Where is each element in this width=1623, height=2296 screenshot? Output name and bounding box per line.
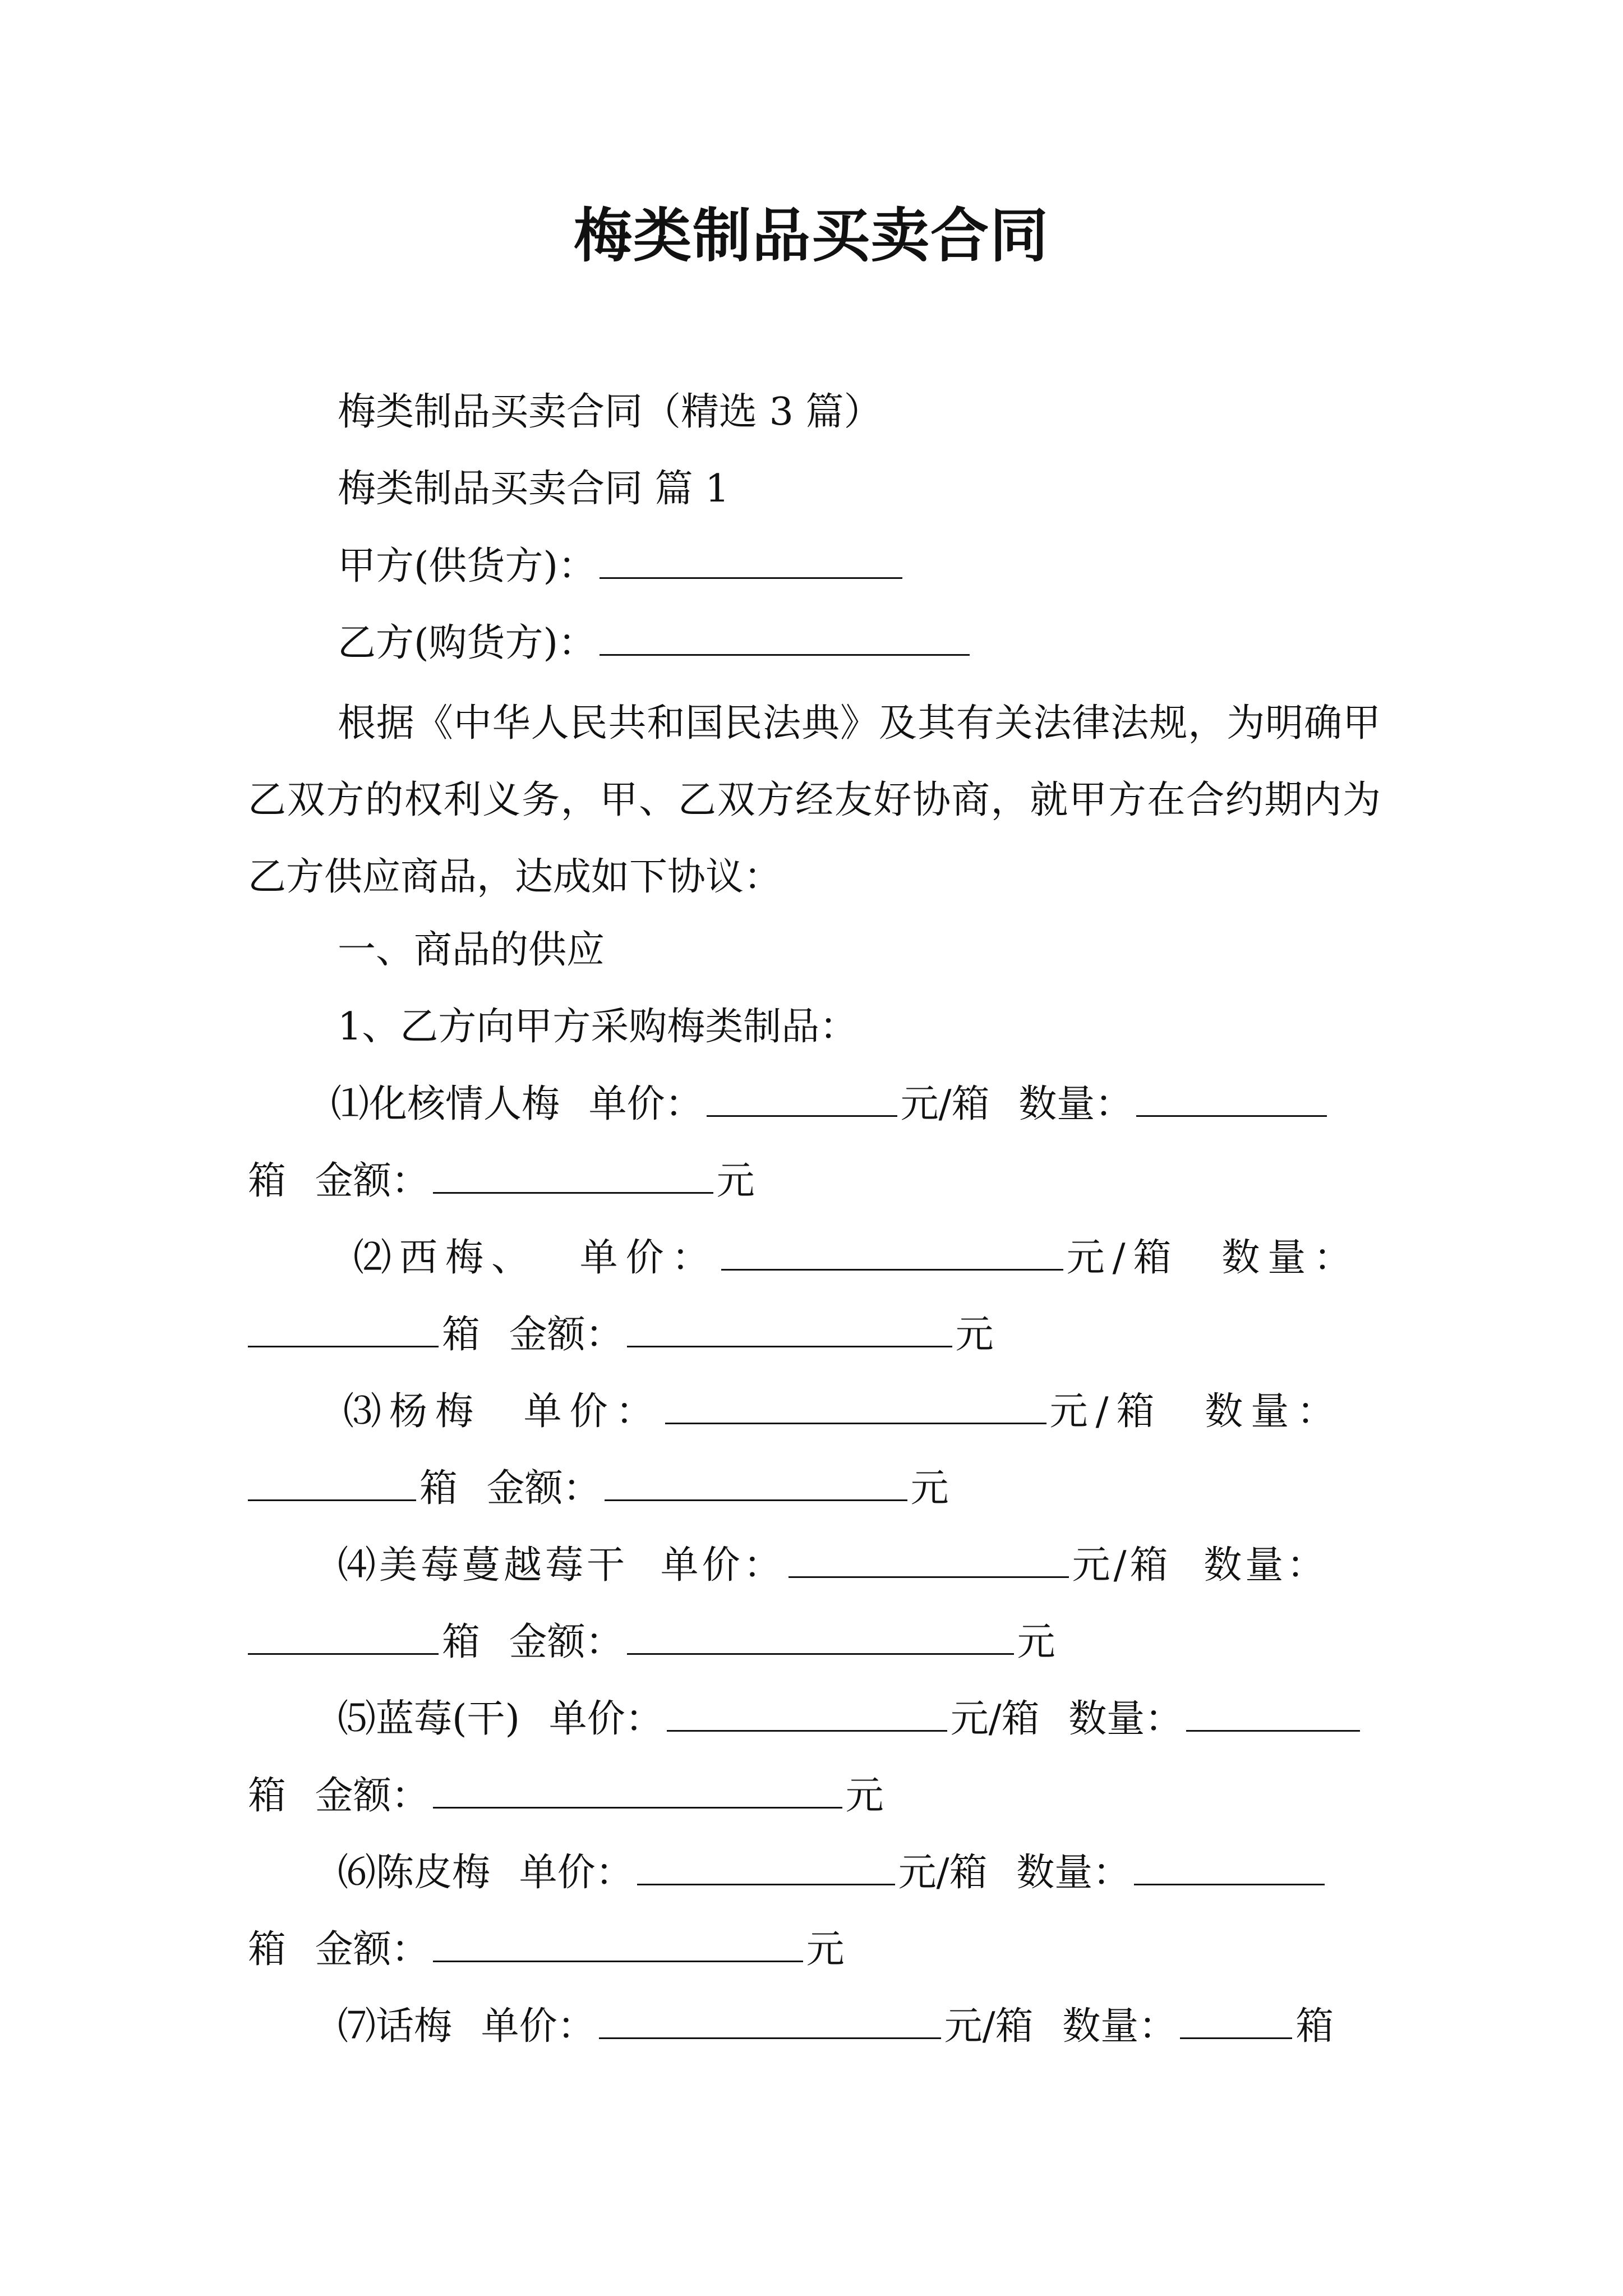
yuan-label: 元 (955, 1313, 994, 1357)
amount-blank (433, 1768, 842, 1809)
per-box-label: 元/箱 (944, 2004, 1034, 2049)
box-label: 箱 (248, 1159, 287, 1203)
yuan-label: 元 (1017, 1620, 1055, 1664)
yuan-label: 元 (910, 1466, 949, 1511)
product-name: 美莓蔓越莓干 (379, 1543, 629, 1588)
product-index: ⑺ (338, 2004, 376, 2049)
unit-price-label: 单价： (588, 1082, 703, 1126)
unit-price-blank (599, 1998, 941, 2039)
amount-blank (433, 1153, 713, 1194)
per-box-label: 元/箱 (1066, 1236, 1179, 1280)
box-label: 箱 (248, 1927, 287, 1972)
quantity-label: 数量： (1221, 1236, 1360, 1280)
product-line-2 (353, 1230, 1359, 1286)
quantity-label: 数量： (1018, 1082, 1133, 1126)
amount-blank (605, 1460, 907, 1501)
amount-label: 金额： (315, 1927, 430, 1972)
quantity-label: 数量： (1062, 2004, 1177, 2049)
unit-price-blank (789, 1537, 1069, 1578)
yuan-label: 元 (806, 1927, 845, 1972)
document-subtitle: 梅类制品买卖合同（精选 3 篇） (338, 390, 882, 434)
product-line-6 (338, 1844, 1328, 1901)
intro-paragraph-text: 根据《中华人民共和国民法典》及其有关法律法规，为明确甲乙双方的权利义务，甲、乙双方经友好协商，就甲方在合约期内为乙方供应商品，达成如下协议： (248, 701, 1381, 899)
box-label: 箱 (419, 1466, 458, 1511)
amount-blank (627, 1306, 952, 1347)
box-label: 箱 (1295, 2004, 1334, 2049)
amount-label: 金额： (509, 1620, 624, 1664)
clause-one-heading: 一、商品的供应 (338, 928, 605, 972)
clause-one-item: 1、乙方向甲方采购梅类制品： (338, 1005, 858, 1049)
per-box-label: 元/箱 (900, 1082, 990, 1126)
per-box-label: 元/箱 (1049, 1389, 1163, 1434)
product-name: 陈皮梅 (376, 1851, 491, 1895)
product-index: ⑶ (343, 1389, 390, 1434)
product-index: ⑸ (338, 1697, 376, 1741)
amount-label: 金额： (486, 1466, 601, 1511)
quantity-label: 数量： (1205, 1389, 1343, 1434)
product-line-7 (338, 1998, 1334, 2054)
intro-paragraph (248, 685, 1381, 915)
product-line-3-cont (248, 1460, 949, 1516)
product-line-2-cont (248, 1306, 994, 1363)
box-label: 箱 (248, 1774, 287, 1818)
unit-price-blank (721, 1230, 1063, 1271)
product-index: ⑵ (353, 1236, 400, 1280)
quantity-blank (248, 1460, 416, 1501)
box-label: 箱 (442, 1313, 481, 1357)
product-name: 西梅、 (399, 1236, 538, 1280)
per-box-label: 元/箱 (950, 1697, 1040, 1741)
per-box-label: 元/箱 (1072, 1543, 1172, 1588)
quantity-blank (248, 1614, 439, 1655)
party-a-blank (600, 538, 902, 579)
quantity-label: 数量： (1204, 1543, 1329, 1588)
product-line-3 (343, 1383, 1343, 1439)
unit-price-label: 单价： (548, 1697, 663, 1741)
party-b-label: 乙方(购货方)： (338, 621, 597, 665)
product-index: ⑹ (338, 1851, 376, 1895)
unit-price-blank (665, 1383, 1046, 1424)
yuan-label: 元 (716, 1159, 755, 1203)
product-name: 杨梅 (389, 1389, 482, 1434)
amount-label: 金额： (315, 1159, 430, 1203)
product-line-1-cont (248, 1153, 755, 1209)
unit-price-label: 单价： (579, 1236, 718, 1280)
product-name: 话梅 (376, 2004, 453, 2049)
product-line-5 (338, 1691, 1363, 1747)
party-b-blank (600, 615, 970, 656)
amount-blank (627, 1614, 1014, 1655)
unit-price-blank (707, 1076, 897, 1117)
section-heading: 梅类制品买卖合同 篇 1 (338, 467, 730, 511)
unit-price-label: 单价： (481, 2004, 596, 2049)
quantity-blank (1134, 1844, 1325, 1885)
party-a-label: 甲方(供货方)： (338, 544, 597, 588)
product-line-5-cont (248, 1768, 884, 1824)
unit-price-blank (637, 1844, 895, 1885)
unit-price-label: 单价： (519, 1851, 634, 1895)
product-line-6-cont (248, 1921, 845, 1977)
amount-label: 金额： (315, 1774, 430, 1818)
box-label: 箱 (442, 1620, 481, 1664)
per-box-label: 元/箱 (898, 1851, 988, 1895)
amount-label: 金额： (509, 1313, 624, 1357)
quantity-label: 数量： (1068, 1697, 1183, 1741)
amount-blank (433, 1921, 803, 1962)
unit-price-blank (667, 1691, 947, 1732)
quantity-blank (248, 1306, 439, 1347)
product-name: 蓝莓(干) (376, 1697, 520, 1741)
quantity-label: 数量： (1016, 1851, 1131, 1895)
product-line-1 (331, 1076, 1330, 1132)
product-name: 化核情人梅 (369, 1082, 560, 1126)
unit-price-label: 单价： (523, 1389, 662, 1434)
party-b-line (338, 615, 973, 671)
yuan-label: 元 (845, 1774, 884, 1818)
quantity-blank (1186, 1691, 1360, 1732)
party-a-line (338, 538, 906, 594)
product-index: ⑷ (338, 1543, 380, 1588)
product-line-4-cont (248, 1614, 1055, 1670)
quantity-blank (1136, 1076, 1327, 1117)
product-line-4 (338, 1537, 1328, 1593)
document-title: 梅类制品买卖合同 (573, 201, 1049, 270)
product-index: ⑴ (331, 1082, 370, 1126)
quantity-blank (1180, 1998, 1292, 2039)
unit-price-label: 单价： (660, 1543, 785, 1588)
